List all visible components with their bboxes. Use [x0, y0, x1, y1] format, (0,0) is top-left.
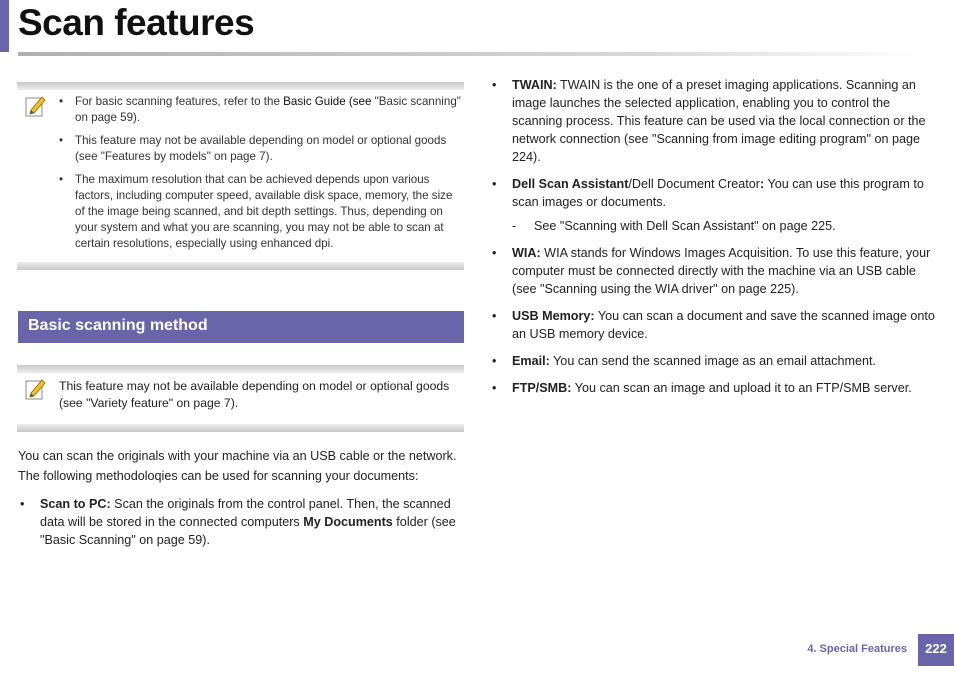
intro-text	[18, 446, 468, 486]
note-box	[17, 82, 464, 270]
intro-line: The following methodoloqies can be used for scanning your documents:	[18, 469, 419, 483]
item-emphasis: My Documents	[303, 515, 393, 529]
item-text: You can use this program to scan images or documents.	[512, 177, 924, 209]
method-list-left	[18, 495, 466, 558]
item-text: Scan the originals from the control panel. Then, the scanned data will be stored in the connected computers	[40, 497, 451, 529]
item-label: WIA:	[512, 246, 541, 260]
item-label: USB Memory:	[512, 309, 595, 323]
item-label: FTP/SMB:	[512, 381, 572, 395]
item-label: Email:	[512, 354, 550, 368]
item-text: folder (see "Basic Scanning" on page 59).	[40, 515, 456, 547]
note-text: For basic scanning features, refer to the	[75, 95, 284, 108]
note-item: • This feature may not be available depending on model or optional goods (see "Features by models" on page 7).	[17, 133, 464, 165]
item-label: Scan to PC:	[40, 497, 111, 511]
list-item-wia	[490, 244, 936, 298]
method-list-right	[490, 76, 936, 406]
section-header: Basic scanning method	[18, 311, 464, 343]
note-text: This feature may not be available depending on model or optional goods (see "Variety feature" on page 7).	[59, 379, 450, 410]
list-item-email	[490, 352, 936, 370]
item-text: /Dell Document Creator	[628, 177, 761, 191]
page-title: Scan features	[18, 2, 255, 43]
list-item-twain	[490, 76, 936, 166]
list-item-dell	[490, 175, 936, 235]
note-box	[17, 365, 464, 432]
note-text: "Basic scanning" on page 59).	[75, 95, 461, 124]
title-rule	[18, 52, 918, 56]
item-label: Dell Scan Assistant	[512, 177, 629, 191]
list-item-ftp	[490, 379, 936, 397]
note-list	[17, 94, 464, 259]
title-accent-bar	[0, 0, 9, 52]
item-label: :	[760, 177, 765, 191]
item-text: TWAIN is the one of a preset imaging applications. Scanning an image launches the selected application, enabling you to control the scanning process. This feature can be used via the local connection or the network connection (see "Scanning from image editing program" on page 224).	[512, 78, 926, 164]
item-text: You can scan a document and save the scanned image onto an USB memory device.	[512, 309, 935, 341]
item-text: You can send the scanned image as an email attachment.	[549, 354, 877, 368]
list-item	[18, 495, 466, 549]
note-pencil-icon	[25, 377, 47, 401]
footer-chapter: 4. Special Features	[807, 643, 907, 655]
page-number: 222	[918, 634, 954, 666]
list-item-usb	[490, 307, 936, 343]
sub-item: - See "Scanning with Dell Scan Assistant" on page 225.	[512, 217, 936, 235]
note-emphasis: Basic Guide (see	[283, 95, 372, 108]
note-item	[17, 94, 464, 126]
item-text: WIA stands for Windows Images Acquisition. To use this feature, your computer must be connected directly with the machine via an USB cable (see "Scanning using the WIA driver" on page 225).	[512, 246, 931, 296]
item-label: TWAIN:	[512, 78, 557, 92]
item-text: You can scan an image and upload it to an FTP/SMB server.	[571, 381, 912, 395]
intro-line: You can scan the originals with your machine via an USB cable or the network.	[18, 449, 457, 463]
note-item: • The maximum resolution that can be achieved depends upon various factors, including computer speed, available disk space, memory, the size of the image being scanned, and bit depth settings. Thus, depending on your system and what you are scanning, you may not be able to scan at certain resolutions, especially using enhanced dpi.	[17, 172, 464, 252]
